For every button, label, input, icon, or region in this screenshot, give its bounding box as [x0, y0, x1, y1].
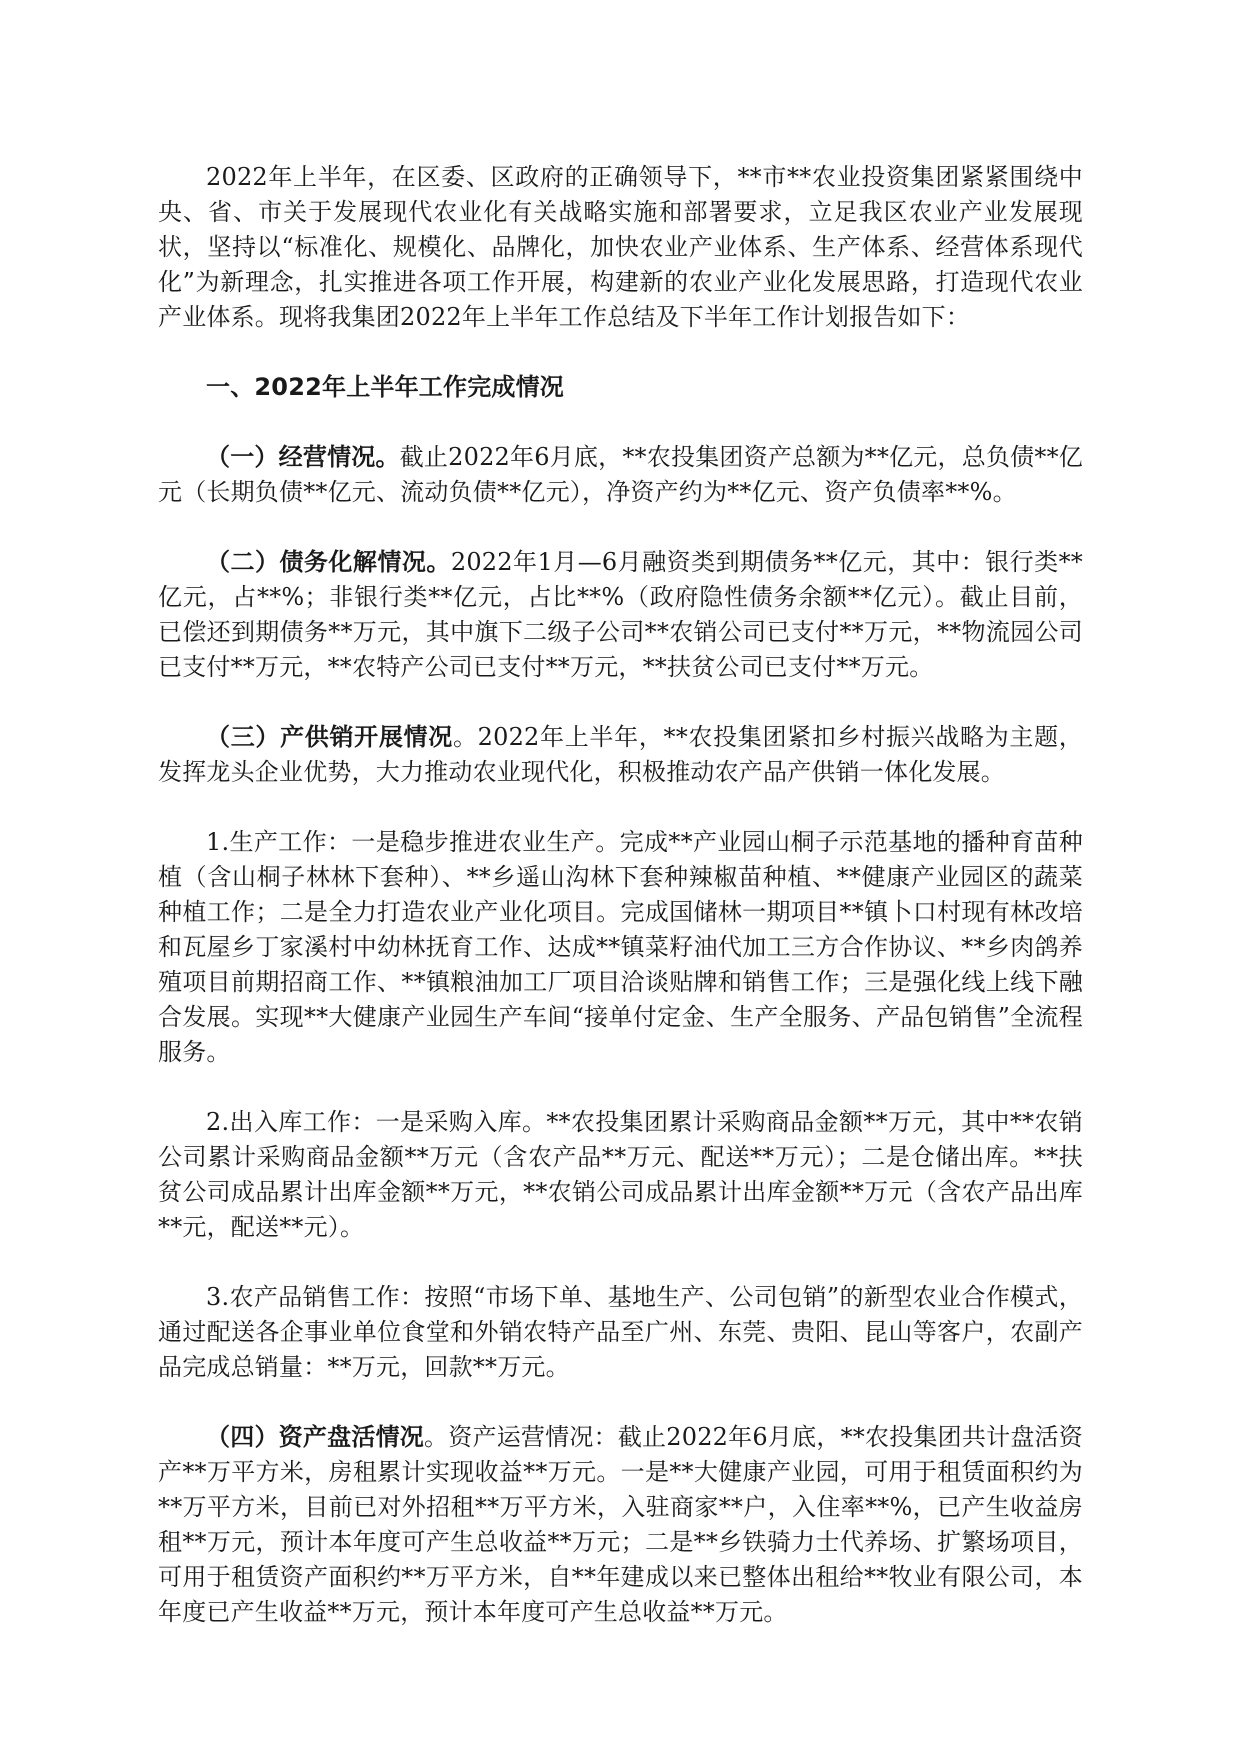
lead-assets: （四）资产盘活情况	[206, 1423, 425, 1451]
body-operations: 截止2022年6月底，**农投集团资产总额为**亿元，总负债**亿元（长期负债**亿元、流动负债**亿元），净资产约为**亿元、资产负债率**%。	[158, 443, 1083, 506]
paragraph-debt	[158, 545, 1083, 685]
paragraph-assets	[158, 1420, 1083, 1630]
lead-operations: （一）经营情况。	[206, 443, 400, 471]
paragraph-supply-sales	[158, 720, 1083, 790]
intro-paragraph: 2022年上半年，在区委、区政府的正确领导下，**市**农业投资集团紧紧围绕中央、省、市关于发展现代农业化有关战略实施和部署要求，立足我区农业产业发展现状，坚持以“标准化、规模化、品牌化，加快农业产业体系、生产体系、经营体系现代化”为新理念，扎实推进各项工作开展，构建新的农业产业化发展思路，打造现代农业产业体系。现将我集团2022年上半年工作总结及下半年工作计划报告如下：	[158, 163, 1083, 331]
item-warehouse: 2.出入库工作：一是采购入库。**农投集团累计采购商品金额**万元，其中**农销公司累计采购商品金额**万元（含农产品**万元、配送**万元）；二是仓储出库。**扶贫公司成品累计出库金额**万元，**农销公司成品累计出库金额**万元（含农产品出库**元，配送**元）。	[158, 1108, 1083, 1241]
item-production: 1.生产工作：一是稳步推进农业生产。完成**产业园山桐子示范基地的播种育苗种植（含山桐子林林下套种）、**乡遥山沟林下套种辣椒苗种植、**健康产业园区的蔬菜种植工作；二是全力打造农业产业化项目。完成国储林一期项目**镇卜口村现有林改培和瓦屋乡丁家溪村中幼林抚育工作、达成**镇菜籽油代加工三方合作协议、**乡肉鸽养殖项目前期招商工作、**镇粮油加工厂项目洽谈贴牌和销售工作；三是强化线上线下融合发展。实现**大健康产业园生产车间“接单付定金、生产全服务、产品包销售”全流程服务。	[158, 828, 1083, 1066]
body-supply-sales: 。2022年上半年，**农投集团紧扣乡村振兴战略为主题，发挥龙头企业优势，大力推动农业现代化，积极推动农产品产供销一体化发展。	[158, 723, 1083, 786]
document-page	[158, 160, 1083, 1630]
body-debt: 2022年1月—6月融资类到期债务**亿元，其中：银行类**亿元，占**%；非银行类**亿元，占比**%（政府隐性债务余额**亿元）。截止目前，已偿还到期债务**万元，其中旗下二级子公司**农销公司已支付**万元，**物流园公司已支付**万元，**农特产公司已支付**万元，**扶贫公司已支付**万元。	[158, 548, 1083, 681]
lead-debt: （二）债务化解情况。	[206, 548, 451, 576]
body-assets: 。资产运营情况：截止2022年6月底，**农投集团共计盘活资产**万平方米，房租累计实现收益**万元。一是**大健康产业园，可用于租赁面积约为**万平方米，目前已对外招租**万平方米，入驻商家**户，入住率**%，已产生收益房租**万元，预计本年度可产生总收益**万元；二是**乡铁骑力士代养场、扩繁场项目，可用于租赁资产面积约**万平方米，自**年建成以来已整体出租给**牧业有限公司，本年度已产生收益**万元，预计本年度可产生总收益**万元。	[158, 1423, 1083, 1626]
lead-supply-sales: （三）产供销开展情况	[206, 723, 453, 751]
item-sales: 3.农产品销售工作：按照“市场下单、基地生产、公司包销”的新型农业合作模式，通过配送各企事业单位食堂和外销农特产品至广州、东莞、贵阳、昆山等客户，农副产品完成总销量：**万元，回款**万元。	[158, 1283, 1083, 1381]
section-heading: 一、2022年上半年工作完成情况	[206, 373, 564, 401]
paragraph-operations	[158, 440, 1083, 510]
